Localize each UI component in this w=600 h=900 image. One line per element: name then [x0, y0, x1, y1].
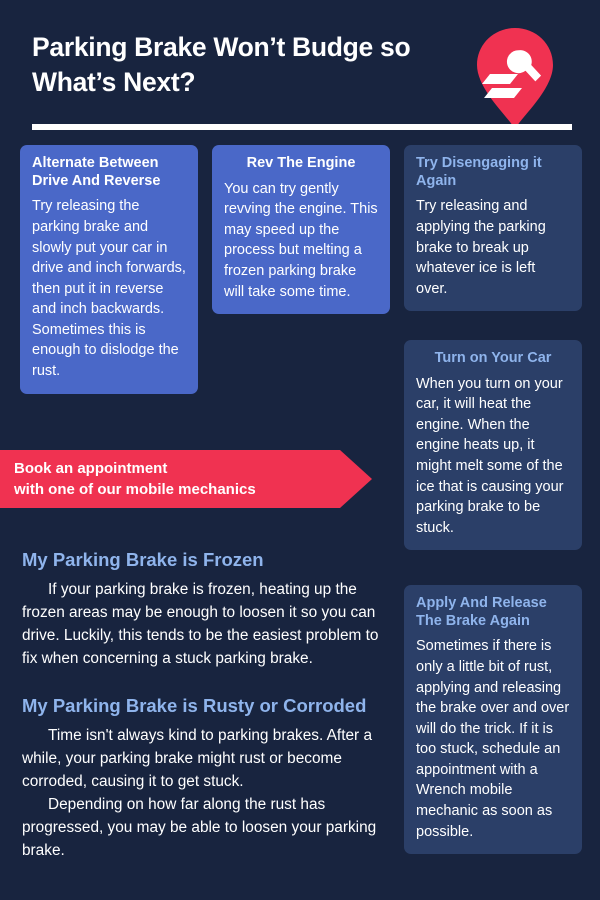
cta-line-1: Book an appointment: [14, 460, 168, 477]
cta-text-block: [14, 458, 340, 501]
article-body-rusty-1: Time isn't always kind to parking brakes. After a while, your parking brake might rust or become corroded, causing it to get stuck.: [22, 726, 372, 790]
cta-line-2: with one of our mobile mechanics: [14, 481, 256, 499]
card-body: Try releasing and applying the parking brake to break up whatever ice is left over.: [416, 198, 546, 297]
card-body: Try releasing the parking brake and slowly put your car in drive and inch forwards, then put it in reverse and inch backwards. Sometimes this is enough to dislodge the rust.: [32, 198, 186, 379]
article-section: [22, 548, 386, 862]
card-turn-on-car: [404, 340, 582, 550]
card-heading: Try Disengaging it Again: [416, 155, 542, 189]
map-pin-wrench-icon: [472, 26, 558, 130]
article-heading-frozen: My Parking Brake is Frozen: [22, 549, 264, 570]
card-alternate-drive-reverse: [20, 145, 198, 394]
card-heading: Rev The Engine: [246, 155, 356, 171]
card-heading: Alternate Between Drive And Reverse: [32, 155, 161, 189]
card-heading: Apply And Release The Brake Again: [416, 595, 547, 629]
card-body: You can try gently revving the engine. This may speed up the process but melting a frozen parking brake will take some time.: [224, 180, 378, 300]
card-body: Sometimes if there is only a little bit of rust, applying and releasing the brake over and over will do the trick. If it is too stuck, schedule an appointment with a Wrench mobile mechanic as soon as possible.: [416, 638, 570, 840]
cta-arrow-shape: [340, 450, 372, 508]
card-apply-release-brake: [404, 585, 582, 854]
page-title: Parking Brake Won’t Budge so What’s Next?: [32, 32, 411, 97]
article-heading-rusty: My Parking Brake is Rusty or Corroded: [22, 695, 367, 717]
cta-banner[interactable]: [0, 450, 340, 508]
article-body-frozen: If your parking brake is frozen, heating up the frozen areas may be enough to loosen it so you can drive. Luckily, this tends to be the easiest problem to fix when concerning a stuck parking brake.: [22, 580, 379, 667]
card-try-disengaging: [404, 145, 582, 311]
card-body: When you turn on your car, it will heat the engine. When the engine heats up, it might melt some of the ice that is causing your parking brake to be stuck.: [416, 375, 564, 536]
card-heading: Turn on Your Car: [434, 350, 552, 366]
card-rev-engine: [212, 145, 390, 314]
header-divider: [32, 124, 572, 130]
article-body-rusty-2: Depending on how far along the rust has progressed, you may be able to loosen your parking brake.: [22, 796, 377, 860]
